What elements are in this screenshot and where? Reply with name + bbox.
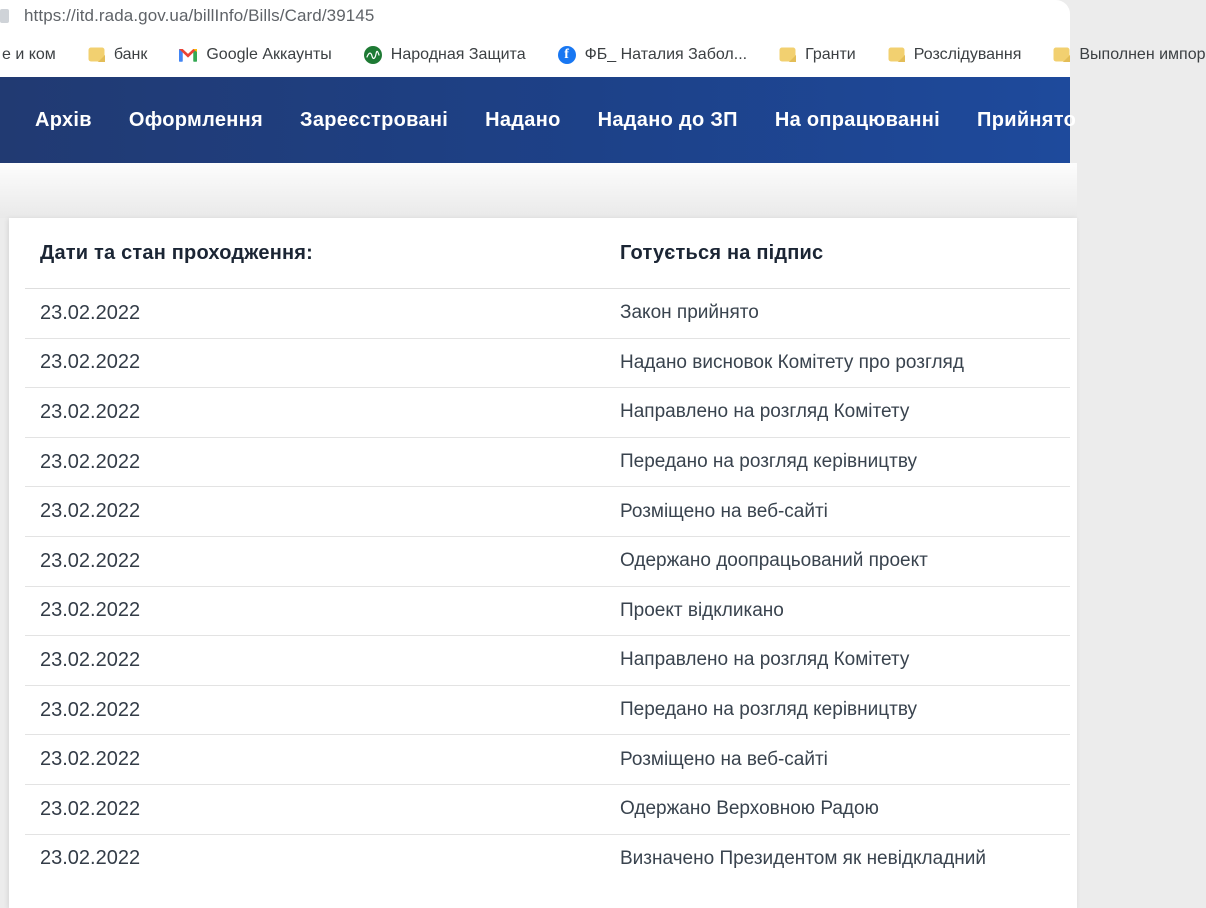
- table-row: [25, 289, 1070, 339]
- row-status: Одержано доопрацьований проект: [620, 550, 928, 572]
- bookmark-item[interactable]: [558, 46, 747, 64]
- bookmark-item[interactable]: [888, 46, 1022, 64]
- bookmark-item[interactable]: [1053, 46, 1205, 64]
- table-row: [25, 487, 1070, 537]
- bookmark-label: Выполнен импор: [1079, 45, 1206, 63]
- nav-item[interactable]: Надано до ЗП: [597, 108, 738, 131]
- bookmark-label: Гранти: [805, 45, 856, 63]
- table-row: [25, 339, 1070, 389]
- bookmark-item[interactable]: [179, 46, 331, 64]
- table-row: [25, 537, 1070, 587]
- nav-item[interactable]: Зареєстровані: [300, 108, 449, 131]
- page-background-band: [0, 163, 1077, 218]
- folder-icon: [1053, 47, 1070, 62]
- bookmark-item[interactable]: [2, 46, 56, 64]
- bookmark-label: е и ком: [2, 45, 56, 63]
- row-status: Надано висновок Комітету про розгляд: [620, 351, 964, 373]
- folder-icon: [779, 47, 796, 62]
- row-date: 23.02.2022: [40, 599, 141, 622]
- folder-icon: [88, 47, 105, 62]
- nav-item[interactable]: На опрацюванні: [774, 108, 941, 131]
- bookmark-label: Розслідування: [913, 45, 1022, 63]
- bookmarks-bar: [0, 32, 1206, 77]
- bookmark-label: ФБ_ Наталия Забол...: [584, 45, 748, 63]
- bookmark-item[interactable]: [779, 46, 856, 64]
- row-date: 23.02.2022: [40, 847, 141, 870]
- table-row: [25, 686, 1070, 736]
- address-bar[interactable]: [0, 0, 1070, 32]
- content-card: [9, 218, 1077, 908]
- row-status: Розміщено на веб-сайті: [620, 748, 828, 770]
- table-row: [25, 835, 1070, 884]
- table-row: [25, 636, 1070, 686]
- bookmark-label: Google Аккаунты: [206, 45, 332, 63]
- page-icon: [0, 9, 9, 23]
- nav-item[interactable]: Оформлення: [128, 108, 264, 131]
- table-header-row: [25, 218, 1070, 289]
- facebook-icon: f: [558, 46, 576, 64]
- row-status: Передано на розгляд керівництву: [620, 451, 917, 473]
- folder-icon: [888, 47, 905, 62]
- row-status: Визначено Президентом як невідкладний: [620, 847, 987, 869]
- row-status: Направлено на розгляд Комітету: [620, 649, 910, 671]
- table-row: [25, 438, 1070, 488]
- row-date: 23.02.2022: [40, 400, 141, 423]
- nav-item[interactable]: Надано: [485, 108, 561, 131]
- row-date: 23.02.2022: [40, 549, 141, 572]
- row-status: Одержано Верховною Радою: [620, 798, 879, 820]
- table-row: [25, 785, 1070, 835]
- col-header-status: Готується на підпис: [620, 241, 824, 264]
- green-logo-icon: [364, 46, 382, 64]
- bookmark-item[interactable]: [88, 46, 148, 64]
- row-date: 23.02.2022: [40, 500, 141, 523]
- bookmark-item[interactable]: [364, 46, 526, 64]
- browser-chrome: [0, 0, 1206, 77]
- row-status: Розміщено на веб-сайті: [620, 500, 828, 522]
- row-date: 23.02.2022: [40, 301, 141, 324]
- row-date: 23.02.2022: [40, 450, 141, 473]
- gmail-icon: [179, 48, 197, 62]
- table-row: [25, 587, 1070, 637]
- row-status: Передано на розгляд керівництву: [620, 699, 917, 721]
- row-date: 23.02.2022: [40, 648, 141, 671]
- row-status: Закон прийнято: [620, 302, 759, 324]
- table-row: [25, 735, 1070, 785]
- row-date: 23.02.2022: [40, 351, 141, 374]
- main-nav: [0, 77, 1077, 163]
- row-status: Направлено на розгляд Комітету: [620, 401, 910, 423]
- url-text[interactable]: https://itd.rada.gov.ua/billInfo/Bills/Card/39145: [24, 6, 375, 25]
- table-row: [25, 388, 1070, 438]
- col-header-dates: Дати та стан проходження:: [40, 241, 313, 264]
- row-date: 23.02.2022: [40, 748, 141, 771]
- nav-item[interactable]: Архів: [35, 108, 92, 131]
- nav-item[interactable]: Прийнято: [977, 108, 1077, 131]
- row-status: Проект відкликано: [620, 599, 784, 621]
- bookmark-label: Народная Защита: [390, 45, 526, 63]
- row-date: 23.02.2022: [40, 698, 141, 721]
- row-date: 23.02.2022: [40, 797, 141, 820]
- bookmark-label: банк: [113, 45, 148, 63]
